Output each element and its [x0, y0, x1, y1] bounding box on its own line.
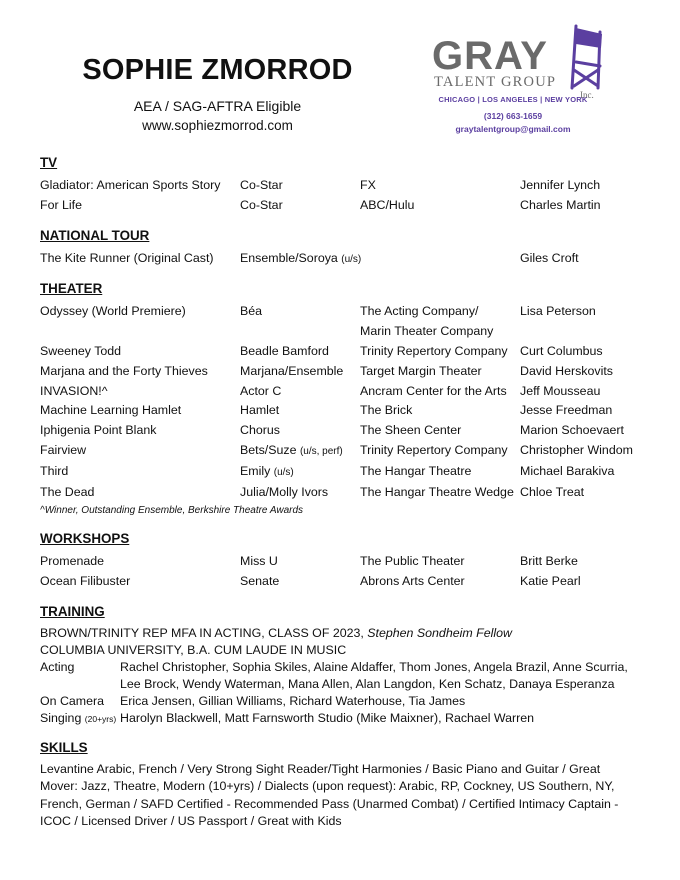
resume-body: [40, 154, 645, 831]
union-status: AEA / SAG-AFTRA Eligible: [133, 98, 302, 114]
agency-phone: (312) 663-1659: [483, 111, 543, 121]
credit-row: [40, 483, 645, 503]
credit-role: [240, 342, 360, 362]
credit-row: [40, 342, 645, 362]
skills-text: Levantine Arabic, French / Very Strong Sight Reader/Tight Harmonies / Basic Piano and Guitar / Great Mover: Jazz, Theatre, Modern (10+yrs) / Dialects (upon request): Arabic, RP, Cockney, US Southern, NY, French, German / SAFD Certified - Recommended Pass (Unarmed Combat) / Certified Intimacy Captain - ICOC / Licensed Driver / US Passport / Great with Kids: [40, 761, 619, 829]
credit-role-text: Béa: [240, 304, 263, 319]
agency-logo: [428, 22, 628, 140]
training-fellowship: Stephen Sondheim Fellow: [367, 625, 512, 640]
credit-role: Miss U: [240, 554, 278, 569]
section-heading-workshops: WORKSHOPS: [40, 531, 130, 547]
credit-director: Jesse Freedman: [520, 403, 613, 418]
credit-venue: FX: [360, 178, 376, 192]
credit-title: Marjana and the Forty Thieves: [40, 363, 208, 378]
credit-role-text: Bets/Suze: [240, 442, 297, 457]
credit-role: [240, 302, 360, 322]
credit-role-text: Hamlet: [240, 403, 280, 418]
credit-role: [240, 483, 360, 503]
credit-director: Giles Croft: [520, 250, 579, 265]
credit-venue: ABC/Hulu: [360, 197, 415, 212]
training-camera-label: On Camera: [40, 693, 105, 708]
credit-title: Iphigenia Point Blank: [40, 423, 157, 438]
training-singing: [40, 710, 645, 728]
credit-director: Britt Berke: [520, 554, 578, 569]
credit-venue: The Sheen Center: [360, 423, 462, 438]
credit-role-text: Julia/Molly Ivors: [240, 484, 329, 499]
credit-row: [40, 552, 645, 572]
credit-venue: Trinity Repertory Company: [360, 442, 508, 457]
credit-title: Promenade: [40, 554, 105, 569]
credit-director: David Herskovits: [520, 363, 613, 378]
credit-role: Co-Star: [240, 178, 283, 192]
section-heading-theater: THEATER: [40, 281, 103, 297]
agency-email[interactable]: graytalentgroup@gmail.com: [455, 124, 571, 134]
credit-title: Gladiator: American Sports Story: [40, 178, 221, 192]
training-acting-label: Acting: [40, 659, 75, 674]
credit-title: The Kite Runner (Original Cast): [40, 250, 214, 265]
training-mfa: [40, 625, 645, 642]
credit-role: [240, 421, 360, 441]
credit-director: Christopher Windom: [520, 442, 633, 457]
credit-role-note: (u/s): [273, 466, 294, 478]
website-link[interactable]: www.sophiezmorrod.com: [142, 118, 293, 133]
credit-role-text: Emily: [240, 463, 271, 478]
training-singing-label: [40, 710, 120, 728]
credit-venue: The Brick: [360, 403, 413, 418]
credit-title: Machine Learning Hamlet: [40, 403, 182, 418]
training-camera-teachers: Erica Jensen, Gillian Williams, Richard Waterhouse, Tia James: [120, 693, 466, 708]
credit-title: Fairview: [40, 442, 87, 457]
directors-chair-icon: [562, 22, 612, 92]
training-ba: COLUMBIA UNIVERSITY, B.A. CUM LAUDE IN MUSIC: [40, 642, 347, 657]
credit-director: Jeff Mousseau: [520, 383, 601, 398]
award-note: ^Winner, Outstanding Ensemble, Berkshire Theatre Awards: [40, 505, 304, 517]
credit-venue: The Acting Company/: [360, 304, 479, 319]
credit-title: Odyssey (World Premiere): [40, 304, 186, 319]
credit-title: INVASION!^: [40, 383, 108, 398]
credit-director: Curt Columbus: [520, 343, 603, 358]
credit-venue: Target Margin Theater: [360, 363, 482, 378]
training-acting: [40, 659, 645, 693]
credit-row: [40, 572, 645, 592]
credit-role: [240, 249, 520, 270]
credit-venue: The Hangar Theatre: [360, 463, 472, 478]
credit-row: [40, 421, 645, 441]
training-on-camera: [40, 693, 645, 710]
credit-role-text: Marjana/Ensemble: [240, 363, 344, 378]
credit-row: [40, 462, 645, 483]
section-heading-national-tour: NATIONAL TOUR: [40, 227, 150, 243]
credit-role-note: (u/s, perf): [299, 445, 343, 457]
agency-logo-gray: GRAY: [432, 34, 548, 78]
credit-venue: Ancram Center for the Arts: [360, 383, 507, 398]
training-singing-note: (20+yrs): [84, 713, 117, 724]
credit-title: Third: [40, 463, 69, 478]
section-heading-tv: TV: [40, 155, 58, 170]
credit-role: [240, 322, 360, 342]
training-singing-teachers: Harolyn Blackwell, Matt Farnsworth Studio (Mike Maixner), Rachael Warren: [120, 710, 535, 725]
credit-venue: Trinity Repertory Company: [360, 343, 508, 358]
credit-role-text: Beadle Bamford: [240, 343, 329, 358]
training-acting-teachers: Rachel Christopher, Sophia Skiles, Alaine Aldaffer, Thom Jones, Angela Brazil, Anne Scurria, Lee Brock, Wendy Waterman, Mana Allen, Alan Langdon, Ken Schatz, Danaya Esperanza: [120, 659, 628, 691]
training-mfa-text: BROWN/TRINITY REP MFA IN ACTING, CLASS OF 2023,: [40, 625, 368, 640]
section-heading-training: TRAINING: [40, 603, 105, 619]
credit-director: Katie Pearl: [520, 574, 581, 589]
training-singing-label-text: Singing: [40, 710, 82, 725]
credit-row: [40, 196, 645, 216]
credit-row: [40, 249, 645, 270]
agency-cities: CHICAGO | LOS ANGELES | NEW YORK: [438, 95, 588, 104]
credit-venue: Abrons Arts Center: [360, 574, 465, 589]
section-heading-skills: SKILLS: [40, 739, 88, 755]
credit-title: [40, 322, 240, 342]
credit-role-text: Ensemble/Soroya: [240, 250, 338, 265]
credit-row: [40, 302, 645, 322]
actor-name: SOPHIE ZMORROD: [82, 54, 353, 86]
credit-role-text: Chorus: [240, 423, 280, 438]
credit-title: Sweeney Todd: [40, 343, 122, 358]
credit-role: [240, 462, 360, 483]
credit-role: Senate: [240, 574, 280, 589]
credit-venue: Marin Theater Company: [360, 324, 494, 339]
credit-title: For Life: [40, 197, 83, 212]
agency-logo-inc: Inc.: [580, 90, 594, 100]
credit-director: Jennifer Lynch: [520, 178, 601, 192]
credit-row: [40, 176, 645, 196]
credit-role: [240, 362, 360, 382]
credit-director: [520, 322, 645, 342]
credit-role: [240, 382, 360, 402]
credit-venue: The Public Theater: [360, 554, 465, 569]
credit-title: Ocean Filibuster: [40, 574, 131, 589]
credit-director: Chloe Treat: [520, 484, 585, 499]
credit-row: [40, 362, 645, 382]
credit-row: [40, 441, 645, 462]
credit-role-note: (u/s): [341, 253, 362, 265]
credit-row: [40, 401, 645, 421]
credit-row: [40, 322, 645, 342]
credit-director: Marion Schoevaert: [520, 423, 624, 438]
credit-row: [40, 382, 645, 402]
theater-credits: [40, 302, 645, 502]
credit-role: [240, 401, 360, 421]
credit-role-text: Actor C: [240, 383, 282, 398]
credit-director: Lisa Peterson: [520, 304, 596, 319]
credit-director: Charles Martin: [520, 197, 601, 212]
credit-director: Michael Barakiva: [520, 463, 615, 478]
credit-title: The Dead: [40, 484, 95, 499]
credit-role: [240, 441, 360, 462]
agency-logo-talent-group: TALENT GROUP: [434, 74, 557, 90]
credit-venue: The Hangar Theatre Wedge: [360, 484, 514, 499]
credit-role: Co-Star: [240, 197, 283, 212]
